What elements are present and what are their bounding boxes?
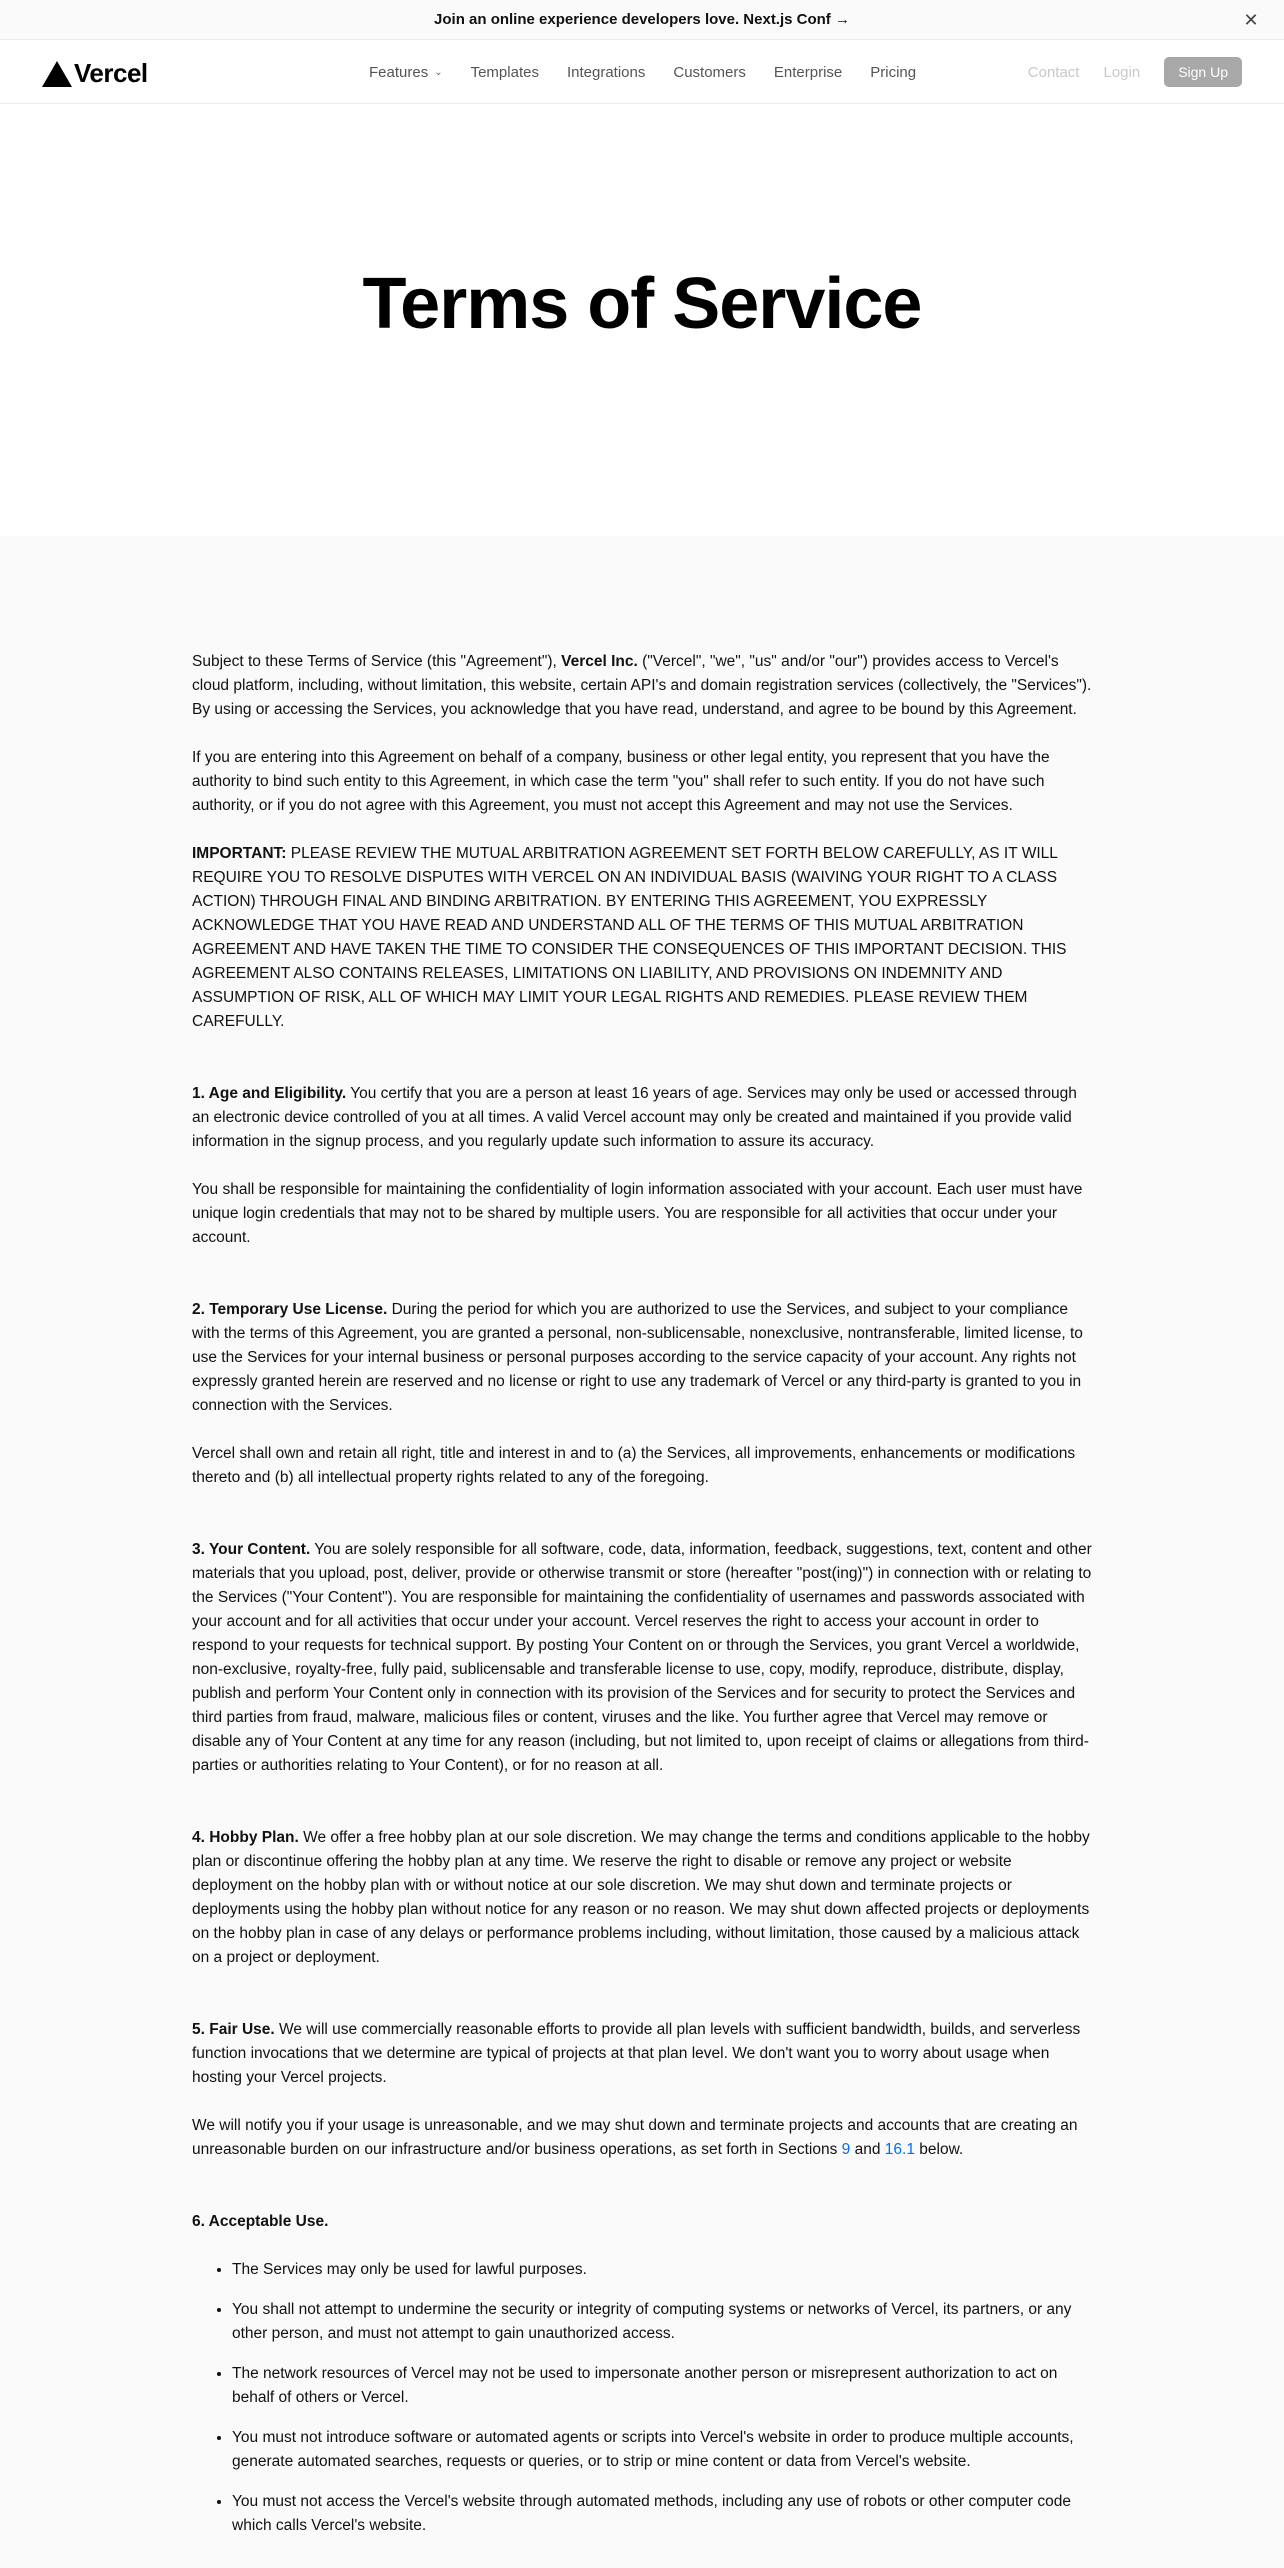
section-title: 1. Age and Eligibility.: [192, 1085, 347, 1102]
contact-link[interactable]: Contact: [1027, 63, 1080, 81]
section-6-title: [192, 2210, 1092, 2234]
section-16-1-link[interactable]: 16.1: [884, 2141, 915, 2158]
nav-actions: [1028, 40, 1242, 104]
section-1-paragraph-2: You shall be responsible for maintaining the confidentiality of login information associated with your account. Each user must have unique login credentials that may not to be shared by multiple users. You are responsible for all activities that occur under your account.: [192, 1181, 1083, 1246]
nav-link-pricing[interactable]: Pricing: [870, 63, 917, 81]
text: We will use commercially reasonable efforts to provide all plan levels with sufficient bandwidth, builds, and serverless function invocations that we determine are typical of projects at that plan level. We don't want you to worry about usage when hosting your Vercel projects.: [192, 2021, 1081, 2086]
page-title: Terms of Service: [362, 264, 922, 344]
important-notice: [192, 842, 1092, 1034]
logo-text: Vercel: [74, 58, 148, 88]
nav-link-label: Features: [369, 63, 429, 81]
text: below.: [914, 2141, 964, 2158]
vercel-logo[interactable]: [42, 58, 148, 89]
section-4-paragraph-1: [192, 1826, 1092, 1970]
text: During the period for which you are authorized to use the Services, and subject to your compliance with the terms of this Agreement, you are granted a personal, non-sublicensable, nonexclusive, nontransferable, limited license, to use the Services for your internal business or personal purposes according to the service capacity of your account. Any rights not expressly granted herein are reserved and no license or right to use any trademark of Vercel or any third-party is granted to you in connection with the Services.: [192, 1301, 1083, 1414]
section-title: 6. Acceptable Use.: [192, 2213, 329, 2230]
nav-link-features[interactable]: [369, 64, 443, 81]
section-title: 3. Your Content.: [192, 1541, 311, 1558]
vercel-triangle-icon: [42, 61, 72, 87]
section-1-paragraph-1: [192, 1082, 1092, 1154]
intro-paragraph-2: If you are entering into this Agreement on behalf of a company, business or other legal entity, you represent that you have the authority to bind such entity to this Agreement, in which case the term "you" shall refer to such entity. If you do not have such authority, or if you do not agree with this Agreement, you must not accept this Agreement and may not use the Services.: [192, 749, 1050, 814]
nav-link-enterprise[interactable]: Enterprise: [773, 63, 843, 81]
important-label: IMPORTANT:: [192, 845, 287, 862]
text: Subject to these Terms of Service (this "Agreement"),: [192, 653, 562, 670]
section-title: 5. Fair Use.: [192, 2021, 275, 2038]
top-nav: [0, 40, 1284, 104]
list-item: • The network resources of Vercel may not be used to impersonate another person or misrepresent authorization to act on behalf of others or Vercel.: [232, 2362, 1092, 2410]
intro-paragraph-1: [192, 650, 1092, 722]
section-2-paragraph-1: [192, 1298, 1092, 1418]
list-item: • You must not introduce software or automated agents or scripts into Vercel's website in order to produce multiple accounts, generate automated searches, requests or queries, or to strip or mine content or data from Vercel's website.: [232, 2426, 1092, 2474]
hero: [0, 104, 1284, 536]
nav-link-integrations[interactable]: Integrations: [566, 63, 646, 81]
text: You certify that you are a person at least 16 years of age. Services may only be used or accessed through an electronic device controlled of you at all times. A valid Vercel account may only be created and maintained if you provide valid information in the signup process, and you regularly update such information to assure its accuracy.: [192, 1085, 1077, 1150]
company-name: Vercel Inc.: [561, 653, 638, 670]
text: ("Vercel", "we", "us" and/or "our") provides access to Vercel's cloud platform, including, without limitation, this website, certain API's and domain registration services (collectively, the "Services"). By using or accessing the Services, you acknowledge that you have read, understand, and agree to be bound by this Agreement.: [192, 653, 1092, 718]
nav-link-customers[interactable]: Customers: [673, 63, 746, 81]
chevron-down-icon: ⌄: [434, 66, 443, 78]
list-item: • The Services may only be used for lawful purposes.: [232, 2258, 1092, 2282]
text: PLEASE REVIEW THE MUTUAL ARBITRATION AGREEMENT SET FORTH BELOW CAREFULLY, AS IT WILL REQUIRE YOU TO RESOLVE DISPUTES WITH VERCEL ON AN INDIVIDUAL BASIS (WAIVING YOUR RIGHT TO A CLASS ACTION) THROUGH FINAL AND BINDING ARBITRATION. BY ENTERING THIS AGREEMENT, YOU EXPRESSLY ACKNOWLEDGE THAT YOU HAVE READ AND UNDERSTAND ALL OF THE TERMS OF THIS MUTUAL ARBITRATION AGREEMENT AND HAVE TAKEN THE TIME TO CONSIDER THE CONSEQUENCES OF THIS IMPORTANT DECISION. THIS AGREEMENT ALSO CONTAINS RELEASES, LIMITATIONS ON LIABILITY, AND PROVISIONS ON INDEMNITY AND ASSUMPTION OF RISK, ALL OF WHICH MAY LIMIT YOUR LEGAL RIGHTS AND REMEDIES. PLEASE REVIEW THEM CAREFULLY.: [192, 845, 1067, 1030]
close-icon[interactable]: ✕: [1243, 10, 1259, 30]
list-item: • You must not access the Vercel's website through automated methods, including any use of robots or other computer code which calls Vercel's website.: [232, 2490, 1092, 2538]
section-5-paragraph-2: [192, 2114, 1092, 2162]
announcement-banner[interactable]: [0, 0, 1284, 40]
section-3-paragraph-1: [192, 1538, 1092, 1778]
section-2-paragraph-2: Vercel shall own and retain all right, title and interest in and to (a) the Services, all improvements, enhancements or modifications thereto and (b) all intellectual property rights related to any of the foregoing.: [192, 1445, 1076, 1486]
nav-link-templates[interactable]: Templates: [470, 63, 539, 81]
signup-button[interactable]: Sign Up: [1164, 57, 1242, 87]
section-title: 2. Temporary Use License.: [192, 1301, 388, 1318]
text: You are solely responsible for all software, code, data, information, feedback, suggestions, text, content and other materials that you upload, post, deliver, provide or otherwise transmit or store (hereafter "post(ing)") in connection with or relating to the Services ("Your Content"). You are responsible for maintaining the confidentiality of usernames and passwords associated with your account and for all activities that occur under your account. Vercel reserves the right to access your account in order to respond to your requests for technical support. By posting Your Content on or through the Services, you grant Vercel a worldwide, non-exclusive, royalty-free, fully paid, sublicensable and transferable license to use, copy, modify, reproduce, distribute, display, publish and perform Your Content only in connection with its provision of the Services and for security to protect the Services and third parties from fraud, malware, malicious files or content, viruses and the like. You further agree that Vercel may remove or disable any of Your Content at any time for any reason (including, but not limited to, upon receipt of claims or allegations from third-parties or authorities relating to Your Content), or for no reason at all.: [192, 1541, 1092, 1774]
list-item: • You shall not attempt to undermine the security or integrity of computing systems or networks of Vercel, its partners, or any other person, and must not attempt to gain unauthorized access.: [232, 2298, 1092, 2346]
section-5-paragraph-1: [192, 2018, 1092, 2090]
text: We offer a free hobby plan at our sole discretion. We may change the terms and conditions applicable to the hobby plan or discontinue offering the hobby plan at any time. We reserve the right to disable or remove any project or website deployment on the hobby plan with or without notice at our sole discretion. We may shut down and terminate projects or deployments using the hobby plan without notice for any reason or no reason. We may shut down affected projects or deployments on the hobby plan in case of any delays or performance problems including, without limitation, those caused by a malicious attack on a project or deployment.: [192, 1829, 1090, 1966]
text: We will notify you if your usage is unreasonable, and we may shut down and terminate projects and accounts that are creating an unreasonable burden on our infrastructure and/or business operations, as set forth in Sections: [192, 2117, 1078, 2158]
banner-text[interactable]: Join an online experience developers love. Next.js Conf →: [434, 11, 850, 28]
acceptable-use-list: [232, 2258, 1092, 2538]
section-9-link[interactable]: 9: [841, 2141, 851, 2158]
text: and: [850, 2141, 885, 2158]
terms-content: [0, 536, 1092, 2538]
nav-links: [369, 40, 916, 104]
login-link[interactable]: Login: [1103, 63, 1141, 81]
section-title: 4. Hobby Plan.: [192, 1829, 299, 1846]
